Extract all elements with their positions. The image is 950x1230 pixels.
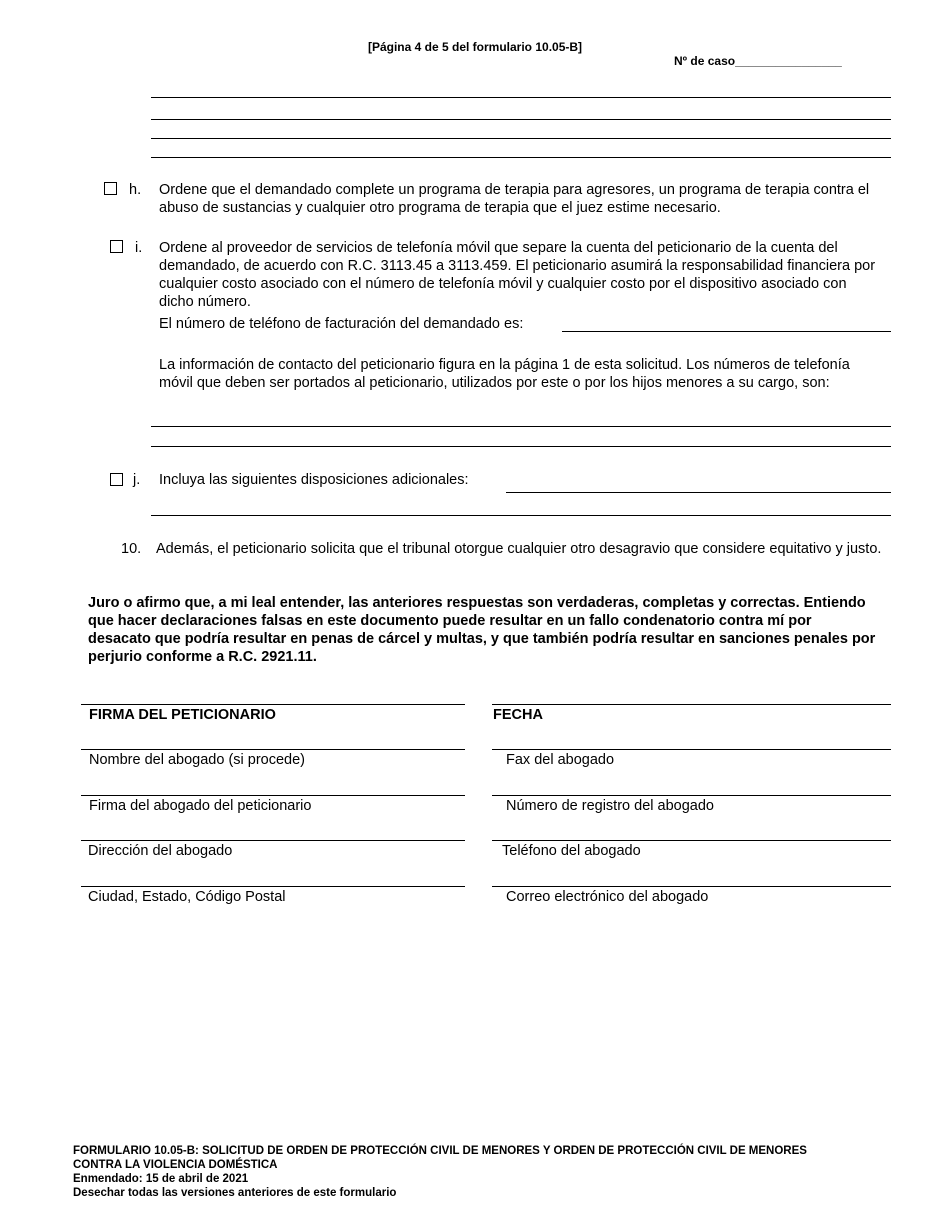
signature-line[interactable] (81, 749, 465, 750)
attorney-email-label: Correo electrónico del abogado (506, 889, 709, 905)
form-footer (73, 1144, 933, 1200)
footer-amended: Enmendado: 15 de abril de 2021 (73, 1173, 249, 1185)
contact-info-text: La información de contacto del peticionario figura en la página 1 de esta solicitud. Los números de telefonía móvil que deben ser portados al peticionario, utilizados por este o por los hijos menores a su cargo, son: (159, 357, 850, 391)
signature-line[interactable] (492, 704, 891, 705)
attorney-address-label: Dirección del abogado (88, 843, 233, 859)
checkbox-j[interactable] (110, 473, 123, 486)
item-h-text: Ordene que el demandado complete un programa de terapia para agresores, un programa de terapia contra el abuso de sustancias y cualquier otro programa de terapia que el juez estime necesario. (159, 182, 870, 216)
answer-line[interactable] (151, 97, 891, 98)
signature-line[interactable] (492, 749, 891, 750)
checkbox-h[interactable] (104, 182, 117, 195)
answer-line[interactable] (151, 119, 891, 120)
footer-title: FORMULARIO 10.05-B: SOLICITUD DE ORDEN DE PROTECCIÓN CIVIL DE MENORES Y ORDEN DE PROTECCIÓN CIVIL DE MENORES (73, 1145, 807, 1157)
item-j-letter: j. (133, 472, 141, 488)
phone-numbers-line[interactable] (151, 446, 891, 447)
attorney-fax-label: Fax del abogado (506, 752, 615, 768)
checkbox-i[interactable] (110, 240, 123, 253)
date-label: FECHA (493, 707, 543, 723)
item-10-text: Además, el peticionario solicita que el tribunal otorgue cualquier otro desagravio que considere equitativo y justo. (156, 541, 882, 557)
billing-phone-label: El número de teléfono de facturación del demandado es: (159, 316, 524, 332)
footer-title-cont: CONTRA LA VIOLENCIA DOMÉSTICA (73, 1159, 278, 1171)
additional-provisions-line[interactable] (151, 515, 891, 516)
attorney-registration-label: Número de registro del abogado (506, 798, 714, 814)
attorney-name-label: Nombre del abogado (si procede) (89, 752, 306, 768)
signature-line[interactable] (81, 840, 465, 841)
page-label: [Página 4 de 5 del formulario 10.05-B] (367, 40, 583, 54)
city-state-zip-label: Ciudad, Estado, Código Postal (88, 889, 286, 905)
item-i-letter: i. (135, 240, 143, 256)
billing-phone-field[interactable] (562, 331, 891, 332)
item-j-text: Incluya las siguientes disposiciones adicionales: (159, 472, 469, 488)
item-10-number: 10. (121, 541, 142, 557)
item-i-text: Ordene al proveedor de servicios de telefonía móvil que separe la cuenta del peticionario de la cuenta del demandado, de acuerdo con R.C. 3113.45 a 3113.459. El peticionario asumirá la responsabilidad financiera por cualquier costo asociado con el número de telefonía móvil y cualquier costo por el dispositivo asociado con dicho número. (159, 240, 876, 310)
petitioner-signature-label: FIRMA DEL PETICIONARIO (89, 707, 276, 723)
answer-line[interactable] (151, 157, 891, 158)
case-number-field[interactable]: ________________ (735, 54, 842, 68)
item-h-letter: h. (129, 182, 142, 198)
additional-provisions-field[interactable] (506, 492, 891, 493)
signature-line[interactable] (492, 795, 891, 796)
oath-statement: Juro o afirmo que, a mi leal entender, las anteriores respuestas son verdaderas, completas y correctas. Entiendo que hacer declaraciones falsas en este documento puede resultar en un fallo condenatorio contra mí por desacato que podría resultar en penas de cárcel y multas, y que también podría resultar en sanciones penales por perjurio conforme a R.C. 2921.11. (88, 595, 876, 665)
signature-line[interactable] (81, 886, 465, 887)
signature-line[interactable] (81, 795, 465, 796)
phone-numbers-line[interactable] (151, 426, 891, 427)
case-number (674, 54, 842, 68)
footer-discard-note: Desechar todas las versiones anteriores de este formulario (73, 1187, 397, 1199)
signature-line[interactable] (492, 840, 891, 841)
case-number-label: Nº de caso (674, 54, 736, 68)
signature-line[interactable] (81, 704, 465, 705)
attorney-signature-label: Firma del abogado del peticionario (89, 798, 312, 814)
attorney-phone-label: Teléfono del abogado (502, 843, 641, 859)
answer-line[interactable] (151, 138, 891, 139)
signature-line[interactable] (492, 886, 891, 887)
